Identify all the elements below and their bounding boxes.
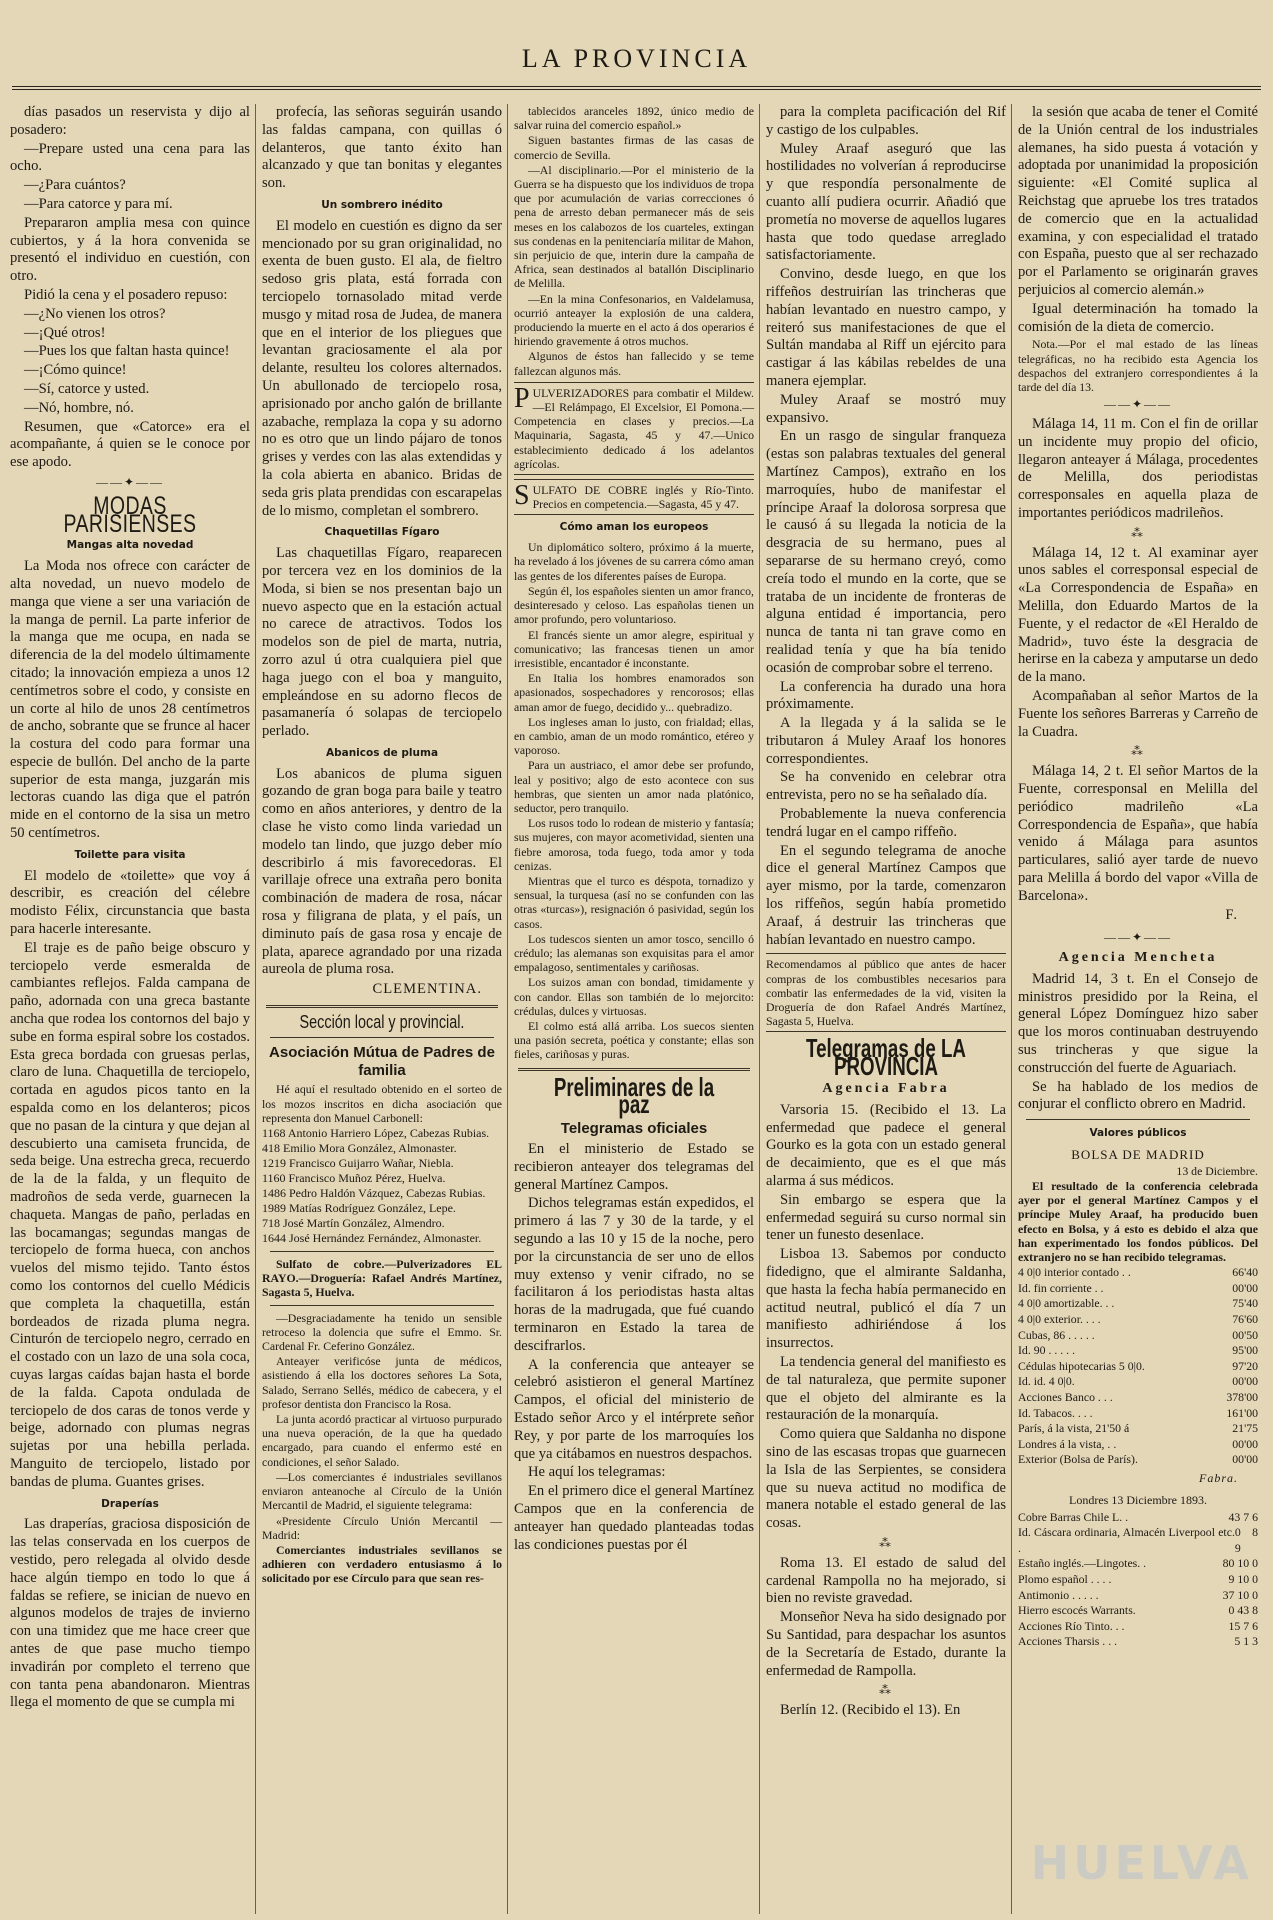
- anecdote-text: [10, 104, 250, 472]
- row-value: 80 10 0: [1222, 1556, 1258, 1571]
- paragraph: En un rasgo de singular franqueza (estas son palabras textuales del general Martínez Campos), extraño en los marroquíes, hubo de manifestar el príncipe Araaf la dolorosa sorpresa que le causó á su llegada la noticia de la desgracia de su hermano, pues al separarse de su hermano creyó, como creía todo el mundo en la corte, que se trataba de un incidente de fronteras de alguna entidad é importancia, pero nunca de tanta ni tan grave como en realidad tenía y que ha bía tenido ocasión de comprobar sobre el terreno.: [766, 428, 1006, 676]
- bolsa-date: 13 de Diciembre.: [1176, 1163, 1258, 1178]
- subheading-toilette: Toilette para visita: [74, 848, 186, 861]
- paragraph: En Italia los hombres enamorados son apasionados, sospechadores y rencorosos; ellas aman amor de fuego, decidido y... quebradizo.: [514, 671, 754, 714]
- advert-sulfato-cobre: [514, 479, 754, 515]
- section-heading-modas: MODAS PARISIENSES: [63, 491, 197, 538]
- section-divider: [518, 1068, 750, 1071]
- paragraph: Varsoria 15. (Recibido el 13. La enfermedad que padece el general Gourko es la gota con un estado general de decaimiento, que es el que más alarma á sus médicos.: [766, 1101, 1006, 1190]
- asterism-divider: ⁂: [879, 1535, 893, 1550]
- paragraph: La tendencia general del manifiesto es de tal naturaleza, que permite suponer que el objeto del almirante es la restauración de la monarquía.: [766, 1354, 1006, 1424]
- table-row: [1018, 1328, 1258, 1344]
- paragraph: —¡Qué otros!: [24, 324, 106, 341]
- row-label: Cédulas hipotecarias 5 0|0.: [1018, 1358, 1145, 1373]
- masthead-rule: [12, 86, 1261, 90]
- ornament-divider: ——✦——: [1103, 397, 1173, 412]
- paragraph: El francés siente un amor alegre, espiritual y comunicativo; las francesas tienen un amor irresistible, encantador é inconstante.: [514, 627, 754, 670]
- paragraph: —Nó, hombre, nó.: [24, 399, 134, 416]
- paragraph: —Para catorce y para mí.: [24, 195, 173, 212]
- nota-block: [1018, 337, 1258, 394]
- row-value: 00'00: [1232, 1374, 1258, 1389]
- row-label: Estaño inglés.—Lingotes. .: [1018, 1556, 1147, 1571]
- paragraph: Algunos de éstos han fallecido y se teme fallezcan algunos más.: [514, 349, 754, 378]
- row-label: Acciones Río Tinto. . .: [1018, 1618, 1125, 1633]
- section-heading-telegramas: Telegramas de LA PROVINCIA: [806, 1033, 966, 1082]
- paragraph: El traje es de paño beige obscuro y terciopelo verde esmeralda de cambiantes reflejos. Falda campana de paño, adornada con una greca bastante ancha que rodea los contornos del bajo y sube en forma espiral sobre los costados. Esta greca bordada con gruesas perlas, claro de luna. Chaquetilla de terciopelo, cortada en agudos picos tanto en la espalda como en los delanteros; picos que no pasan de la cintura y que dejan al descubierto una camiseta fruncida, de seda beige. Una estrecha greca, recuerdo de la de la falda, y un flequito de madroños de seda verde, guarnecen la chaqueta. Mangas de paño, perladas en las bocamangas; segundas mangas de terciopelo de forma hueca, con anchos vuelos del mismo tejido. Tanto éstos como los contornos del cuello Médicis que completa la chaquetilla, están bordeados de rizada pluma negra. Cinturón de terciopelo negro, cerrado en el costado con un lazo de una sola coca, cuyas largas caídas bajan hasta el borde de la falda. Capota ondulada de terciopelo de dos caras de tonos verde y beige, adornado con plumas negras sujetas por una hebilla perlada. Manguito de terciopelo, listado por bandas de pluma. Guantes grises.: [10, 939, 250, 1490]
- author-signature: CLEMENTINA.: [372, 981, 482, 998]
- paragraph: Los ingleses aman lo justo, con frialdad; ellas, en cambio, aman de un modo romántico, etéreo y vaporoso.: [514, 714, 754, 758]
- column-5: [1018, 104, 1263, 1914]
- table-row: [1018, 1603, 1258, 1619]
- paragraph: —¡Cómo quince!: [24, 362, 127, 379]
- paragraph: A la conferencia que anteayer se celebró asistieron el general Martínez Campos, el oficial del ministerio de Estado señor Arco y el intérprete señor Rey, y por parte de los marroquíes los que ya citábamos en nuestros despachos.: [514, 1356, 754, 1462]
- asterism-divider: ⁂: [1131, 525, 1145, 540]
- row-label: Antimonio . . . . .: [1018, 1587, 1099, 1602]
- row-label: Id. 90 . . . . .: [1018, 1343, 1076, 1358]
- paragraph: La conferencia ha durado una hora próximamente.: [766, 678, 1006, 713]
- paragraph: —En la mina Confesonarios, en Valdelamusa, ocurrió anteayer la explosión de una caldera, produciendo la muerte en el acto á dos operarios é hiriendo gravemente á otros muchos.: [514, 291, 754, 349]
- subheading-sombrero: Un sombrero inédito: [321, 198, 443, 211]
- paragraph: —Los comerciantes é industriales sevillanos enviaron anteanoche al Círculo de la Unión Mercantil de Madrid, el siguiente telegrama:: [262, 1469, 502, 1513]
- subheading-europeos: Cómo aman los europeos: [559, 521, 709, 534]
- table-row: [1018, 1312, 1258, 1328]
- advert-pulverizadores: [514, 382, 754, 475]
- paragraph: El resultado de la conferencia celebrada ayer por el general Martínez Campos y el príncipe Muley Araaf, ha producido buen efecto en Bolsa, y á esto es debido el alza que han experimentado los fondos públicos. Del extranjero no se han recibido telegramas.: [1018, 1179, 1258, 1265]
- row-value: 378'00: [1226, 1390, 1258, 1405]
- bolsa-title: BOLSA DE MADRID: [1071, 1147, 1205, 1163]
- drop-cap: P: [514, 382, 530, 414]
- table-row: [1018, 1437, 1258, 1453]
- row-label: Exterior (Bolsa de París).: [1018, 1452, 1138, 1467]
- table-row: [1018, 1265, 1258, 1281]
- column-4: [766, 104, 1012, 1914]
- bolsa-block: [1018, 1164, 1258, 1264]
- paragraph: Dichos telegramas están expedidos, el primero á las 7 y 30 de la tarde, y el segundo a las 10 y 15 de la noche, pero por la circunstancia de ser uno de ellos muy extenso y venir cifrado, no se facilitaron á los periodistas hasta altas horas de la madrugada, que fué cuando terminaron en Estado la tarea de descifrarlos.: [514, 1195, 754, 1354]
- advert-text: ULVERIZADORES para combatir el Mildew.—El Relámpago, El Excelsior, El Pomona.—Competencia en clases y precios.—La Maquinaria, Sagasta, 45 y 47.—Unico establecimiento dedicado á los adelantos agrícolas.: [514, 385, 754, 471]
- paragraph: El colmo está allá arriba. Los suecos sienten una pasión secreta, poética y constante; ellas son fieles, cariñosas y puras.: [514, 1018, 754, 1062]
- paragraph: Málaga 14, 11 m. Con el fin de orillar un incidente muy propio del oficio, llegaron anteayer á Málaga, procedentes de Melilla, dos periodistas corresponsales en aquella plaza de importantes periódicos madrileños.: [1018, 415, 1258, 521]
- paragraph: Igual determinación ha tomado la comisión de la dieta de comercio.: [1018, 300, 1258, 335]
- table-row: [1018, 1556, 1258, 1572]
- row-label: 4 0|0 interior contado . .: [1018, 1265, 1131, 1280]
- table-row: [1018, 1343, 1258, 1359]
- section-heading-local: Sección local y provincial.: [299, 1012, 465, 1033]
- row-label: 4 0|0 amortizable. . .: [1018, 1296, 1115, 1311]
- row-value: 95'00: [1232, 1343, 1258, 1358]
- paragraph: Muley Araaf aseguró que las hostilidades no volverían á reproducirse y que respondía personalmente de cuanto allí pudiera ocurrir. Añadió que prometía no moverse de aquellos lugares hasta que todo quedase arreglado satisfactoriamente.: [766, 140, 1006, 264]
- list-item: 1989 Matías Rodríguez González, Lepe.: [262, 1201, 456, 1216]
- advert-sulfato: Sulfato de cobre.—Pulverizadores EL RAYO.—Droguería: Rafael Andrés Martínez, Sagasta 5, Huelva.: [262, 1257, 502, 1300]
- row-value: 00'50: [1232, 1327, 1258, 1342]
- paragraph: Un diplomático soltero, próximo á la muerte, ha revelado á los jóvenes de su carrera cómo aman las gentes de los diferentes países de Europa.: [514, 540, 754, 583]
- row-value: 75'40: [1232, 1296, 1258, 1311]
- bolsa-signature: Fabra.: [1199, 1470, 1238, 1485]
- divider: [270, 1037, 494, 1038]
- paragraph: Berlín 12. (Recibido el 13). En: [780, 1702, 961, 1719]
- row-value: 5 1 3: [1234, 1634, 1258, 1649]
- advert-text: ULFATO DE COBRE inglés y Río-Tinto. Precios en competencia.—Sagasta, 45 y 47.: [532, 483, 754, 512]
- column-2: [262, 104, 508, 1914]
- subheading-abanicos: Abanicos de pluma: [325, 746, 439, 759]
- list-item: 1160 Francisco Muñoz Pérez, Huelva.: [262, 1171, 446, 1186]
- table-row: [1018, 1296, 1258, 1312]
- row-label: París, á la vista, 21'50 á: [1018, 1421, 1130, 1436]
- table-row: [1018, 1374, 1258, 1390]
- paragraph: —Pues los que faltan hasta quince!: [24, 343, 230, 360]
- row-label: Id. Tabacos. . . .: [1018, 1405, 1093, 1420]
- paragraph: El modelo de «toilette» que voy á describir, es creación del célebre modisto Félix, circunstancia que basta para hacerle interesante.: [10, 867, 250, 938]
- table-row: [1018, 1281, 1258, 1297]
- paragraph: Según él, los españoles sienten un amor franco, desinteresado y celoso. Las españolas tienen un amor profundo, pero voluntarioso.: [514, 583, 754, 627]
- archive-watermark: HUELVA: [1030, 1836, 1253, 1890]
- table-row: [1018, 1510, 1258, 1526]
- row-value: 15 7 6: [1228, 1618, 1258, 1633]
- list-item: 418 Emilio Mora González, Almonaster.: [262, 1141, 457, 1156]
- paragraph: profecía, las señoras seguirán usando las faldas campana, con quillas ó delanteros, que tanto éxito han alcanzado y que tan bonitas y elegantes son.: [262, 104, 502, 192]
- subheading-chaquetillas: Chaquetillas Fígaro: [324, 526, 440, 539]
- row-label: Acciones Tharsis . . .: [1018, 1634, 1118, 1649]
- list-item: 1486 Pedro Haldón Vázquez, Cabezas Rubias.: [262, 1186, 486, 1201]
- asterism-divider: ⁂: [1131, 744, 1145, 759]
- list-item: 1168 Antonio Harriero López, Cabezas Rubias.: [262, 1126, 490, 1141]
- row-value: 97'20: [1232, 1358, 1258, 1373]
- paragraph: Málaga 14, 12 t. Al examinar ayer unos sables el corresponsal especial de «La Correspondencia de España» en Melilla, don Eduardo Martos de la Fuente, y el redactor de «El Heraldo de Madrid», tuvo éste la desgracia de herirse en la cabeza y amputarse un dedo de la mano.: [1018, 544, 1258, 686]
- row-label: Hierro escocés Warrants.: [1018, 1603, 1136, 1618]
- table-row: [1018, 1588, 1258, 1604]
- subheading-valores: Valores públicos: [1089, 1127, 1187, 1140]
- paragraph: Los suizos aman con bondad, timidamente y con candor. Ellas son también de lo mejorcito: crédulas, dulces y virtuosas.: [514, 975, 754, 1018]
- agency-name: Agencia Mencheta: [1058, 950, 1218, 966]
- paragraph: —¿No vienen los otros?: [24, 305, 166, 322]
- subheading-telegramas-oficiales: Telegramas oficiales: [560, 1120, 708, 1138]
- paragraph: La junta acordó practicar al virtuoso purpurado una nueva operación, de la que ha quedado encargado, para cuando el enfermo esté en condiciones, el señor Salado.: [262, 1412, 502, 1469]
- section-heading-preliminares: Preliminares de la paz: [553, 1071, 715, 1120]
- ornament-divider: ——✦——: [95, 474, 165, 489]
- paragraph: Probablemente la nueva conferencia tendrá lugar en el campo riffeño.: [766, 806, 1006, 840]
- paragraph: —Sí, catorce y usted.: [24, 380, 150, 397]
- list-item: 718 José Martín González, Almendro.: [262, 1216, 445, 1231]
- row-value: 66'40: [1232, 1265, 1258, 1280]
- row-value: 43 7 6: [1228, 1509, 1258, 1524]
- row-label: Id. fin corriente . .: [1018, 1280, 1104, 1295]
- sorteo-list: [262, 1126, 502, 1246]
- row-value: 76'60: [1232, 1312, 1258, 1327]
- paragraph: En el segundo telegrama de anoche dice el general Martínez Campos que ayer mismo, por la tarde, comenzaron los riffeños, según había prometido Araaf, á destruir las trincheras que habían levantado en nuestro campo.: [766, 842, 1006, 948]
- row-value: 0 8 9: [1234, 1525, 1258, 1555]
- paragraph: la sesión que acaba de tener el Comité de la Unión central de los industriales alemanes, ha sido puesta á votación y adoptada por unanimidad la proposición siguiente: «El Comité suplica al Reichstag que apruebe los tres tratados de comercio que en la actualidad examina, y con especialidad el tratado con España, puesto que al ser rechazado por el Parlamento se originarán graves perjuicios al comercio alemán.»: [1018, 104, 1258, 298]
- paragraph: Málaga 14, 2 t. El señor Martos de la Fuente, corresponsal en Melilla del periódico madrileño «La Correspondencia de España», que había venido á Málaga para asuntos particulares, salió ayer tarde de nuevo para Melilla á bordo del vapor «Villa de Barcelona».: [1018, 763, 1258, 904]
- table-row: [1018, 1406, 1258, 1422]
- drop-cap: S: [514, 480, 530, 512]
- paragraph: Lisboa 13. Sabemos por conducto fidedigno, que el almirante Saldanha, que hasta la fecha había permanecido en actitud neutral, publicó el día 7 un manifiesto adhiriéndose á los insurrectos.: [766, 1246, 1006, 1352]
- paragraph: Resumen, que «Catorce» era el acompañante, á quien se le conoce por ese apodo.: [10, 418, 250, 471]
- divider: [270, 1305, 494, 1306]
- paragraph: La Moda nos ofrece con carácter de alta novedad, un nuevo modelo de manga que viene a ser una variación de la manga de pernil. La parte inferior de la manga que me ocupa, en nada se diferencia de la del modelo últimamente citado; la innovación empieza a unos 12 centímetros sobre el codo, y consiste en un corte al hilo de unos 28 centímetros de ancho, sobrante que se frunce al hacer la costura del codo para formar una especie de bullón. Del ancho de la parte superior de esta manga, juzgarán mis lectoras cuando las diga que el patrón mide en el contorno de la sisa un metro 50 centímetros.: [10, 558, 250, 842]
- paragraph: Sin embargo se espera que la enfermedad seguirá su curso normal sin tener un funesto desenlace.: [766, 1191, 1006, 1244]
- divider: [1026, 1119, 1250, 1120]
- paragraph: tablecidos aranceles 1892, único medio de salvar ruina del comercio español.»: [514, 104, 754, 133]
- paragraph: Anteayer verificóse junta de médicos, asistiendo á ella los doctores señores La Sota, Salado, Serrano Sellés, médico de cabecera, y el profesor dentista don Francisco la Rosa.: [262, 1354, 502, 1411]
- bolsa-table: [1018, 1265, 1258, 1468]
- news-briefs: [514, 104, 754, 378]
- paragraph: En el ministerio de Estado se recibieron anteayer dos telegramas del general Martínez Campos.: [514, 1140, 754, 1193]
- row-label: 4 0|0 exterior. . . .: [1018, 1312, 1101, 1327]
- row-value: 00'00: [1232, 1280, 1258, 1295]
- paragraph: —¿Para cuántos?: [24, 177, 126, 194]
- paragraph: para la completa pacificación del Rif y castigo de los culpables.: [766, 104, 1006, 138]
- row-value: 00'00: [1232, 1452, 1258, 1467]
- paragraph: Como quiera que Saldanha no dispone sino de las escasas tropas que guarnecen la Isla de las Serpientes, se considera que su nueva actitud no modifica de manera notable el estado general de las cosas.: [766, 1426, 1006, 1532]
- subheading-draperias: Draperías: [101, 1497, 159, 1510]
- londres-title: Londres 13 Diciembre 1893.: [1069, 1492, 1207, 1507]
- paragraph: Para un austriaco, el amor debe ser profundo, leal y positivo; algo de esto acontece con sus hembras, que sienten un amor nada platónico, seductor, pero tranquilo.: [514, 758, 754, 815]
- table-row: [1018, 1390, 1258, 1406]
- row-value: 161'00: [1226, 1405, 1258, 1420]
- paragraph: Hé aquí el resultado obtenido en el sorteo de los mozos inscritos en dicha asociación que representa don Manuel Carbonell:: [262, 1082, 502, 1125]
- europeos-article: [514, 540, 754, 1061]
- section-divider: [266, 1005, 498, 1008]
- table-row: [1018, 1572, 1258, 1588]
- divider: [270, 1251, 494, 1252]
- row-label: Cobre Barras Chile L. .: [1018, 1509, 1129, 1524]
- table-row: [1018, 1525, 1258, 1556]
- paragraph: Acompañaban al señor Martos de la Fuente los señores Barreras y Carreño de la Cuadra.: [1018, 687, 1258, 740]
- row-value: 9 10 0: [1228, 1571, 1258, 1586]
- paragraph: En el primero dice el general Martínez Campos que en la conferencia de anteayer han quedado planteadas todas las condiciones puestas por él: [514, 1483, 754, 1553]
- paragraph: Los tudescos sienten un amor tosco, sencillo ó crédulo; las alemanas son exquisitas para el amor empalagoso, sentimentales y cariñosas.: [514, 931, 754, 975]
- signature: F.: [1225, 907, 1238, 924]
- paragraph: Siguen bastantes firmas de las casas de comercio de Sevilla.: [514, 133, 754, 162]
- table-row: [1018, 1634, 1258, 1650]
- paragraph: días pasados un reservista y dijo al posadero:: [10, 104, 250, 138]
- row-label: Cubas, 86 . . . . .: [1018, 1327, 1095, 1342]
- list-item: 1219 Francisco Guijarro Wañar, Niebla.: [262, 1156, 454, 1171]
- row-value: 00'00: [1232, 1436, 1258, 1451]
- row-label: Plomo español . . . .: [1018, 1571, 1112, 1586]
- paragraph: Prepararon amplia mesa con quince cubiertos, y á la hora convenida se presentó el individuo en cuestión, con otro.: [10, 214, 250, 285]
- paragraph: Las draperías, graciosa disposición de las telas conservada en los cuerpos de vestido, pero relegada al olvido desde hace algún tiempo en todo lo que á faldas se refiere, se inician de nuevo en algunos modelos de trajes de invierno con una timidez que me hace creer que antes de que pase mucho tiempo invadirán por completo el terreno que con tanta pena abandonaron. Mientras llega el momento de que se cumpla mi: [10, 1516, 250, 1711]
- paragraph: Mientras que el turco es déspota, tornadizo y sensual, la turquesa (así no se confunden con las otras «turcas»), resignación ó pasividad, según los casos.: [514, 873, 754, 931]
- ornament-divider: ——✦——: [1103, 930, 1173, 945]
- columns: [10, 104, 1263, 1914]
- paragraph: Nota.—Por el mal estado de las líneas telegráficas, no ha recibido esta Agencia los despachos del extranjero correspondientes á la tarde del día 13.: [1018, 337, 1258, 394]
- list-item: 1644 José Hernández Fernández, Almonaster.: [262, 1231, 482, 1246]
- paragraph: —Al disciplinario.—Por el ministerio de la Guerra se ha dispuesto que los individuos de tropa que por acumulación de varias correcciones ó pena de arresto deban permanecer más de seis meses en los calabozos de los cuarteles, extingan sus condenas en la penitenciaría militar de Mahon, sin perjuicio de que, interin dure la campaña de Africa, sean destinados al batallón Disciplinario de Melilla.: [514, 162, 754, 291]
- row-value: 37 10 0: [1222, 1587, 1258, 1602]
- paragraph: —Prepare usted una cena para las ocho.: [10, 140, 250, 175]
- table-row: [1018, 1421, 1258, 1437]
- paragraph: A la llegada y á la salida se le tributaron á Muley Araaf los honores correspondientes.: [766, 715, 1006, 767]
- row-value: 0 43 8: [1228, 1603, 1258, 1618]
- paragraph: El modelo en cuestión es digno da ser mencionado por su gran originalidad, no exenta de buen gusto. El ala, de fieltro sedoso gris plata, está forrada con terciopelo tornasolado mitad verde musgo y mitad rosa de Judea, de manera que en el interior de los pliegues que levantan graciosamente el ala por delante, resulteu los colores alternados. Un abullonado de terciopelo rosa, aprisionado por ancho galón de brillante azabache, remplaza la copa y su adorno no es otro que un lindo pájaro de tonos grises y verdes con las alas extendidas y la cola abierta en abanico. Bridas de seda gris plata prendidas con escarapelas de lo mismo, completan el sombrero.: [262, 217, 502, 519]
- column-1: [10, 104, 256, 1914]
- table-row: [1018, 1452, 1258, 1468]
- paragraph: Comerciantes industriales sevillanos se adhieren con verdadero entusiasmo á lo solicitado por ese Círculo para que sean res-: [262, 1542, 502, 1586]
- row-label: Acciones Banco . . .: [1018, 1390, 1113, 1405]
- londres-table: [1018, 1510, 1258, 1650]
- paragraph: Pidió la cena y el posadero repuso:: [24, 286, 228, 303]
- paragraph: Las chaquetillas Fígaro, reaparecen por tercera vez en los dominios de la Moda, si bien se nos presentan bajo un nuevo aspecto que en la estación actual no carece de atractivos. Todos los modelos son de piel de marta, nutria, zorro azul ú otra cualquiera piel que haga juego con el boa y manguito, empleándose en su adorno flecos de pasamanería ó solapas de terciopelo perlado.: [262, 545, 502, 740]
- paragraph: Convino, desde luego, en que los riffeños destruirían las trincheras que habían levantado en nuestro campo, y reiteró sus manifestaciones de que el Sultán mandaba al Riff un ejército para castigar á las kábilas rebeldes de una manera ejemplar.: [766, 266, 1006, 389]
- table-row: [1018, 1359, 1258, 1375]
- subheading-asociacion: Asociación Mútua de Padres de familia: [269, 1043, 495, 1079]
- paragraph: «Presidente Círculo Unión Mercantil —Madrid:: [262, 1513, 502, 1542]
- masthead: LA PROVINCIA: [521, 44, 752, 73]
- paragraph: Se ha convenido en celebrar otra entrevista, pero no se ha señalado día.: [766, 769, 1006, 804]
- paragraph: —Desgraciadamente ha tenido un sensible retroceso la dolencia que sufre el Emmo. Sr. Cardenal Fr. Ceferino González.: [262, 1310, 502, 1354]
- agency-name: Agencia Fabra: [822, 1081, 950, 1097]
- paragraph: Muley Araaf se mostró muy expansivo.: [766, 391, 1006, 426]
- paragraph: He aquí los telegramas:: [528, 1464, 666, 1481]
- paragraph: Se ha hablado de los medios de conjurar el conflicto obrero en Madrid.: [1018, 1078, 1258, 1113]
- asterism-divider: ⁂: [879, 1683, 893, 1698]
- row-label: Londres á la vista, . .: [1018, 1436, 1117, 1451]
- paragraph: Los rusos todo lo rodean de misterio y fantasía; sus mujeres, con mayor acometividad, sienten una fiebre amorosa, toda fuego, toda amor y toda cenizas.: [514, 816, 754, 873]
- table-row: [1018, 1619, 1258, 1635]
- notice-drogueria: [766, 953, 1006, 1032]
- paragraph: Madrid 14, 3 t. En el Consejo de ministros presidido por la Reina, el general López Domínguez hizo saber que los moros continuaban destruyendo sus trincheras y que sigue la construcción del fuerte de Aguariach.: [1018, 970, 1258, 1076]
- column-3: [514, 104, 760, 1914]
- paragraph: Monseñor Neva ha sido designado por Su Santidad, para despachar los asuntos de la Secretaría de Estado, durante la enfermedad de Rampolla.: [766, 1609, 1006, 1679]
- notice-text: Recomendamos al público que antes de hacer compras de los combustibles necesarios para combatir las enfermedades de la vid, visiten la Droguería de don Rafael Andrés Martínez, Sagasta 5, Huelva.: [766, 957, 1006, 1029]
- subheading-mangas: Mangas alta novedad: [66, 539, 194, 552]
- row-value: 21'75: [1232, 1421, 1258, 1436]
- row-label: Id. id. 4 0|0.: [1018, 1374, 1075, 1389]
- row-label: Id. Cáscara ordinaria, Almacén Liverpool etc. .: [1018, 1525, 1235, 1555]
- paragraph: Roma 13. El estado de salud del cardenal Rampolla no ha mejorado, si bien no reviste gravedad.: [766, 1554, 1006, 1607]
- asociacion-block: [262, 1082, 502, 1585]
- paragraph: Los abanicos de pluma siguen gozando de gran boga para baile y teatro como en años anteriores, y dentro de la clase he visto como linda variedad un modelo tan lindo, que juzgo deber mío describirlo á mis favorecedoras. El varillaje ofrece una extraña pero bonita combinación de madera de rosa, nácar rosa y filigrana de plata, y el país, un diminuto país de gasa rosa y encaje de plata, aparece agrandado por una rizada aureola de pluma rosa.: [262, 765, 502, 978]
